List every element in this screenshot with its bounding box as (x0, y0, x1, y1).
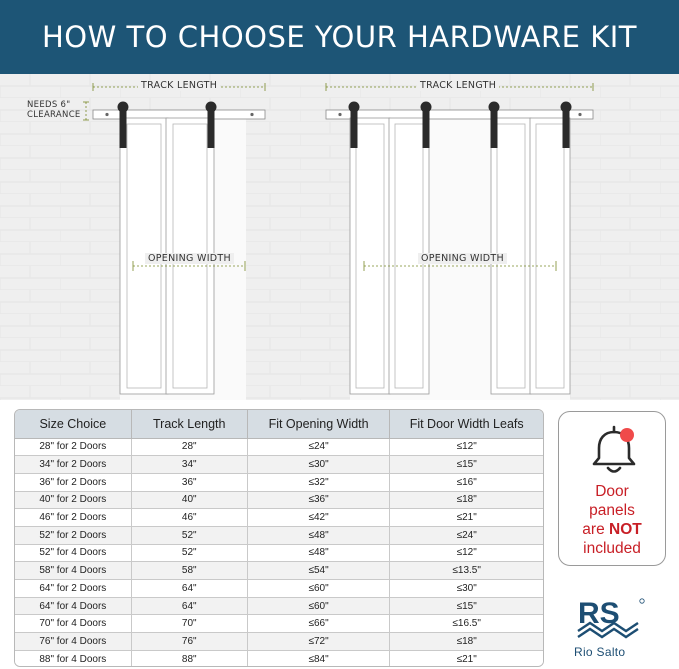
table-cell: 64" (131, 597, 247, 615)
table-cell: 36" for 2 Doors (15, 473, 131, 491)
table-cell: 52" for 2 Doors (15, 526, 131, 544)
notice-line1: Door (595, 483, 629, 500)
table-cell: 70" for 4 Doors (15, 615, 131, 633)
table-cell: 64" for 2 Doors (15, 580, 131, 598)
table-cell: ≤16.5" (390, 615, 543, 633)
table-cell: ≤21" (390, 509, 543, 527)
table-row (15, 544, 543, 562)
table-cell: 34" (131, 456, 247, 474)
column-header-fit-opening-width: Fit Opening Width (247, 410, 390, 438)
table-cell: ≤60" (247, 597, 390, 615)
bell-icon (589, 424, 639, 476)
table-cell: ≤18" (390, 491, 543, 509)
column-header-fit-door-width-leafs: Fit Door Width Leafs (390, 410, 543, 438)
table-cell: 40" for 2 Doors (15, 491, 131, 509)
table-cell: 58" for 4 Doors (15, 562, 131, 580)
table-cell: 34" for 2 Doors (15, 456, 131, 474)
table-cell: 52" (131, 526, 247, 544)
table-cell: ≤42" (247, 509, 390, 527)
right-door-assembly (326, 83, 593, 400)
table-row (15, 473, 543, 491)
table-cell: 36" (131, 473, 247, 491)
table-row (15, 526, 543, 544)
header-banner (0, 0, 679, 74)
table-cell: 46" for 2 Doors (15, 509, 131, 527)
table-cell: ≤12" (390, 438, 543, 456)
table-cell: 88" for 4 Doors (15, 650, 131, 667)
table-cell: ≤15" (390, 597, 543, 615)
table-row (15, 491, 543, 509)
table-cell: ≤24" (247, 438, 390, 456)
table-cell: ≤84" (247, 650, 390, 667)
table-cell: 52" (131, 544, 247, 562)
table-row (15, 580, 543, 598)
table-row (15, 509, 543, 527)
table-cell: 40" (131, 491, 247, 509)
brand-logo (576, 597, 646, 643)
notice-text (559, 482, 665, 558)
track-length-label-right: TRACK LENGTH (417, 80, 499, 91)
brand-monogram: RS (578, 597, 620, 630)
table-cell: 28" for 2 Doors (15, 438, 131, 456)
table-cell: 76" (131, 633, 247, 651)
track-length-label-left: TRACK LENGTH (138, 80, 220, 91)
table-row (15, 615, 543, 633)
table-cell: ≤12" (390, 544, 543, 562)
clearance-label (24, 100, 84, 120)
table-cell: ≤48" (247, 544, 390, 562)
notice-line2: panels (589, 502, 635, 519)
table-row (15, 650, 543, 667)
clearance-label-line1: NEEDS 6" (27, 100, 71, 110)
table-row (15, 456, 543, 474)
size-chart-table (14, 409, 544, 667)
table-cell: 52" for 4 Doors (15, 544, 131, 562)
table-cell: ≤30" (390, 580, 543, 598)
table-cell: ≤24" (390, 526, 543, 544)
table-cell: ≤72" (247, 633, 390, 651)
table-cell: 46" (131, 509, 247, 527)
notice-line4: included (583, 540, 641, 557)
table-row (15, 562, 543, 580)
column-header-size-choice: Size Choice (15, 410, 131, 438)
table-cell: 76" for 4 Doors (15, 633, 131, 651)
table-cell: ≤66" (247, 615, 390, 633)
door-panels-notice (558, 411, 666, 566)
table-cell: ≤13.5" (390, 562, 543, 580)
table-cell: 88" (131, 650, 247, 667)
table-cell: 58" (131, 562, 247, 580)
notice-line3-pre: are (582, 521, 609, 538)
table-body (15, 438, 543, 667)
table-row (15, 597, 543, 615)
table-cell: ≤36" (247, 491, 390, 509)
clearance-label-line2: CLEARANCE (27, 110, 81, 120)
notice-line3 (559, 520, 665, 539)
table-cell: 28" (131, 438, 247, 456)
column-header-track-length: Track Length (131, 410, 247, 438)
table-cell: 64" (131, 580, 247, 598)
table-cell: ≤54" (247, 562, 390, 580)
table-cell: ≤15" (390, 456, 543, 474)
table-cell: ≤60" (247, 580, 390, 598)
notice-not-emphasis: NOT (609, 521, 642, 538)
table-cell: 70" (131, 615, 247, 633)
wall-background (0, 74, 679, 400)
table-header-row (15, 410, 543, 438)
hardware-illustration (0, 74, 679, 400)
table-cell: ≤30" (247, 456, 390, 474)
table-cell: 64" for 4 Doors (15, 597, 131, 615)
table-cell: ≤18" (390, 633, 543, 651)
page-title: HOW TO CHOOSE YOUR HARDWARE KIT (41, 20, 638, 54)
opening-width-label-right: OPENING WIDTH (418, 253, 507, 264)
opening-width-label-left: OPENING WIDTH (145, 253, 234, 264)
brand-name: Rio Salto (574, 645, 626, 659)
table-cell: ≤16" (390, 473, 543, 491)
table-cell: ≤32" (247, 473, 390, 491)
table-row (15, 438, 543, 456)
table-cell: ≤48" (247, 526, 390, 544)
table-cell: ≤21" (456, 653, 477, 665)
table-row (15, 633, 543, 651)
